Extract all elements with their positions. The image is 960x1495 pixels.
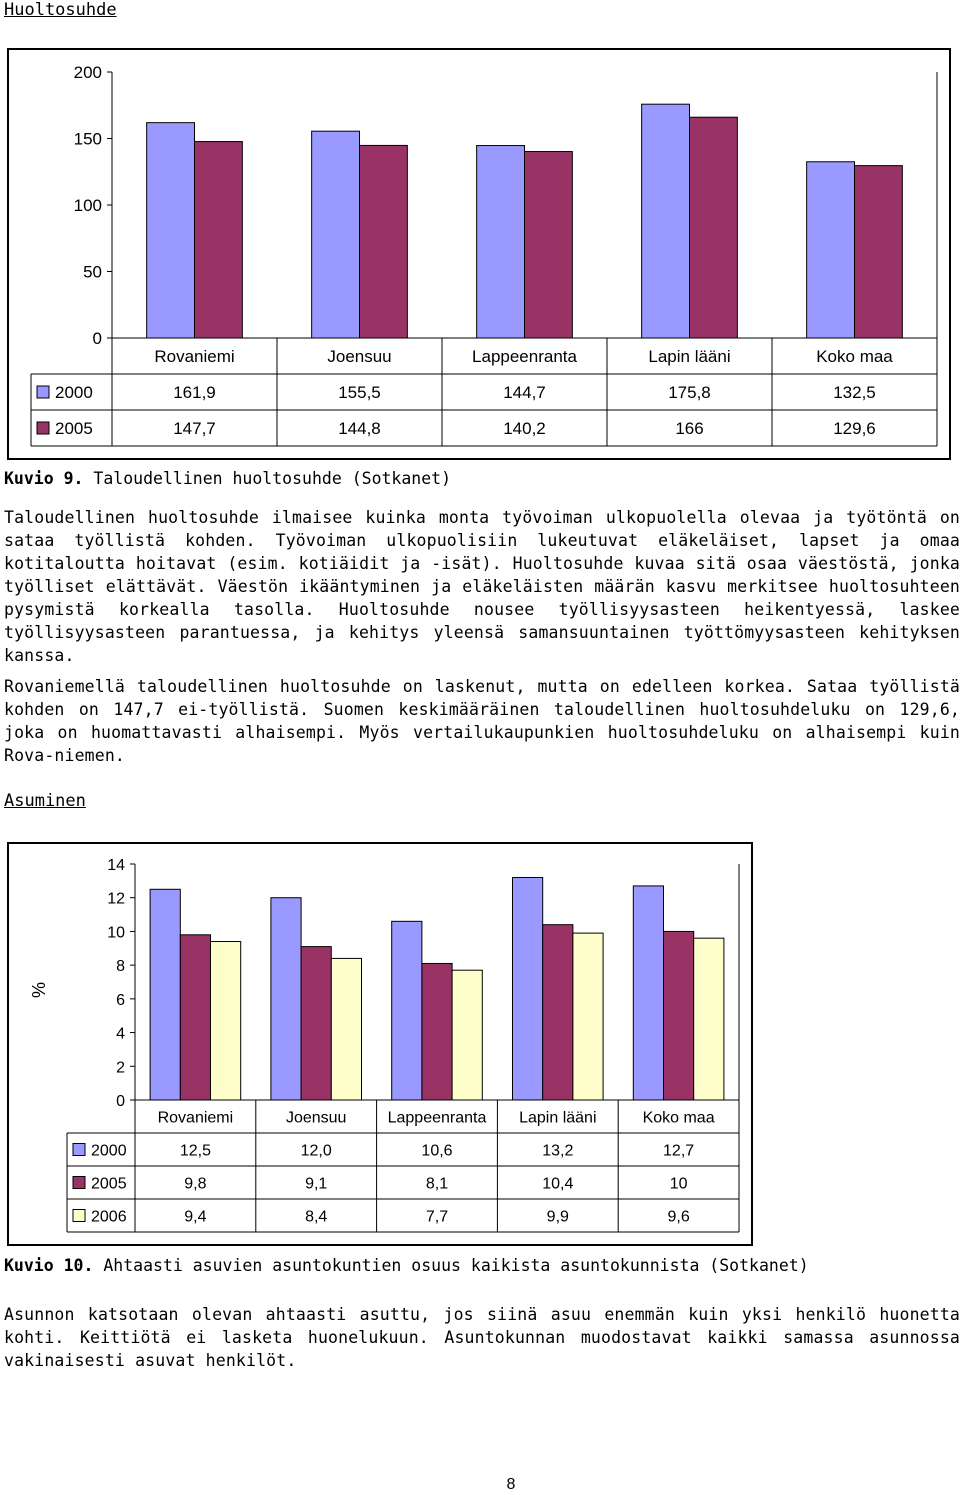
data-label: 166 [675, 419, 704, 438]
bar [271, 898, 301, 1100]
bar [477, 146, 525, 338]
paragraph-asuminen-definition [4, 1303, 960, 1372]
figure-caption-label: Kuvio 10. [4, 1256, 94, 1275]
legend-swatch [37, 422, 49, 434]
legend-label: 2005 [55, 419, 93, 438]
data-label: 8,1 [425, 1175, 449, 1193]
bar [664, 931, 694, 1100]
bar [694, 938, 724, 1100]
bar [422, 963, 452, 1100]
figure-caption-label: Kuvio 9. [4, 469, 84, 488]
legend-swatch [37, 386, 49, 398]
bar [807, 162, 855, 338]
category-label: Rovaniemi [154, 347, 235, 366]
data-label: 175,8 [668, 383, 711, 402]
data-label: 161,9 [173, 383, 216, 402]
y-axis-label: % [29, 981, 49, 999]
bar [642, 104, 690, 338]
bar [513, 877, 543, 1100]
bar [633, 886, 663, 1100]
chart-frame-huoltosuhde [7, 48, 951, 460]
data-label: 9,4 [184, 1208, 207, 1226]
y-tick-label: 0 [116, 1093, 125, 1110]
data-label: 13,2 [542, 1142, 574, 1160]
legend-label: 2006 [91, 1208, 127, 1226]
data-label: 12,7 [663, 1142, 695, 1160]
data-label: 147,7 [173, 419, 216, 438]
category-label: Joensuu [285, 1109, 347, 1127]
bar [150, 889, 180, 1100]
data-label: 140,2 [503, 419, 546, 438]
y-tick-label: 100 [73, 196, 102, 215]
data-label: 144,7 [503, 383, 546, 402]
data-label: 155,5 [338, 383, 381, 402]
section-heading-asuminen: Asuminen [4, 791, 86, 811]
data-label: 10,6 [421, 1142, 453, 1160]
chart-huoltosuhde [9, 50, 949, 458]
paragraph-rovaniemi-huoltosuhde [4, 675, 960, 767]
legend-label: 2000 [55, 383, 93, 402]
bar [360, 145, 408, 338]
data-label: 144,8 [338, 419, 381, 438]
data-label: 9,8 [184, 1175, 207, 1193]
y-tick-label: 6 [116, 991, 125, 1009]
bar [147, 123, 195, 338]
bar [312, 131, 360, 338]
category-label: Lappeenranta [472, 347, 577, 366]
y-tick-label: 200 [73, 63, 102, 82]
section-heading-huoltosuhde: Huoltosuhde [4, 0, 117, 20]
y-tick-label: 12 [107, 890, 125, 908]
y-tick-label: 150 [73, 129, 102, 149]
bar [195, 142, 243, 338]
bar [690, 117, 738, 338]
category-label: Rovaniemi [157, 1109, 234, 1127]
data-label: 132,5 [833, 383, 876, 402]
data-label: 10,4 [542, 1175, 574, 1193]
bar [525, 152, 573, 338]
legend-label: 2005 [91, 1175, 127, 1193]
y-tick-label: 0 [92, 329, 102, 348]
category-label: Koko maa [642, 1109, 715, 1127]
y-tick-label: 8 [116, 958, 125, 976]
paragraph-text: Rovaniemellä taloudellinen huoltosuhde on laskenut, mutta on edelleen korkea. Sataa työllistä kohden on 147,7 ei-työllistä. Suomen keskimääräinen taloudellinen huoltosuhdeluku on 129,6, joka on huomattavasti alhaisempi. Myös vertailukaupunkien huoltosuhdeluku on alhaisempi kuin Rova-niemen. [4, 677, 960, 765]
data-label: 9,6 [667, 1208, 690, 1226]
bar [855, 166, 903, 338]
legend-swatch [73, 1177, 85, 1189]
category-label: Joensuu [327, 347, 392, 366]
data-label: 9,1 [305, 1175, 328, 1193]
figure-caption-9 [4, 469, 451, 488]
bar [452, 970, 482, 1100]
bar [392, 921, 422, 1100]
legend-swatch [73, 1144, 85, 1156]
paragraph-text: Taloudellinen huoltosuhde ilmaisee kuinka monta työvoiman ulkopuolella olevaa ja työtöntä on sataa työllistä kohden. Työvoiman ulkopuolisiin lukeutuvat eläkeläiset, lapset ja omaa kotitaloutta hoitavat (esim. kotiäidit ja -isät). Huoltosuhde kuvaa sitä osaa väestöstä, jonka työlliset elättävät. Väestön ikääntyminen ja eläkeläisten määrän kasvu merkitsee huoltosuhteen pysymistä korkealla tasolla. Huoltosuhde nousee työllisyysasteen heikentyessä, laskee työllisyysasteen parantuessa, ja kehitys yleensä samansuuntainen työttömyysasteen kehityksen kanssa. [4, 508, 960, 665]
legend-swatch [73, 1210, 85, 1222]
figure-caption-text: Taloudellinen huoltosuhde (Sotkanet) [93, 469, 452, 488]
category-label: Koko maa [816, 347, 893, 366]
y-tick-label: 4 [116, 1025, 125, 1043]
chart-frame-asuminen [7, 842, 753, 1246]
data-label: 12,5 [179, 1142, 211, 1160]
y-tick-label: 50 [83, 262, 102, 282]
legend-label: 2000 [91, 1142, 127, 1160]
bar [573, 933, 603, 1100]
bar [543, 925, 573, 1100]
data-label: 9,9 [546, 1208, 569, 1226]
data-label: 12,0 [300, 1142, 332, 1160]
figure-caption-10 [4, 1256, 809, 1275]
paragraph-text: Asunnon katsotaan olevan ahtaasti asuttu, jos siinä asuu enemmän kuin yksi henkilö huonetta kohti. Keittiötä ei lasketa huonelukuun. Asuntokunnan muodostavat kaikki samassa asunnossa vakinaisesti asuvat henkilöt. [4, 1305, 960, 1370]
y-tick-label: 2 [116, 1059, 125, 1077]
category-label: Lappeenranta [387, 1109, 487, 1127]
bar [301, 947, 331, 1100]
data-label: 7,7 [425, 1208, 449, 1226]
category-label: Lapin lääni [648, 347, 731, 366]
category-label: Lapin lääni [519, 1109, 597, 1127]
data-label: 10 [669, 1175, 688, 1193]
y-tick-label: 10 [107, 924, 125, 942]
bar [211, 942, 241, 1100]
paragraph-huoltosuhde-definition [4, 506, 960, 667]
page-number: 8 [506, 1476, 516, 1493]
figure-caption-text: Ahtaasti asuvien asuntokuntien osuus kaikista asuntokunnista (Sotkanet) [103, 1256, 809, 1275]
data-label: 8,4 [305, 1208, 328, 1226]
data-label: 129,6 [833, 419, 876, 438]
y-tick-label: 14 [107, 857, 125, 874]
chart-asuminen [9, 844, 751, 1244]
bar [180, 935, 210, 1100]
bar [331, 958, 361, 1100]
